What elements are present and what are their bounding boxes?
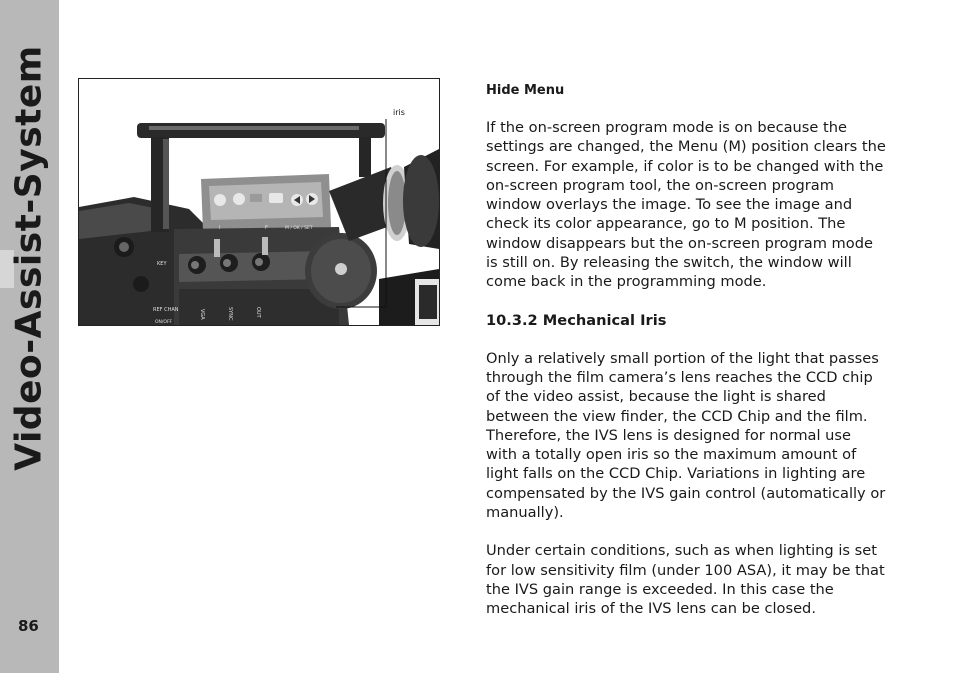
panel-label-key: KEY — [157, 261, 167, 267]
panel-label-i: I — [219, 225, 221, 231]
mechanical-iris-paragraph-1: Only a relatively small portion of the light that passes through the film camera’s lens reaches the CCD chip of the video assist, because the light is shared between the view finder, the CCD Chip and the film. Therefore, the IVS lens is designed for normal use with a totally open iris so the maximum amount of light falls on the CCD Chip. Variations in lighting are compensated by the IVS gain control (automatically or manually). — [486, 349, 886, 522]
panel-label-ref-chan: REF CHAN — [153, 307, 179, 313]
iris-callout-label: iris — [393, 108, 405, 117]
panel-label-m-ok-set: M / OK / SET — [285, 226, 313, 231]
text-column — [486, 82, 886, 619]
mechanical-iris-paragraph-2: Under certain conditions, such as when lighting is set for low sensitivity film (under 100 ASA), it may be that the IVS gain range is exceeded. In this case the mechanical iris of the IVS lens can be closed. — [486, 542, 885, 618]
section-heading: 10.3.2 Mechanical Iris — [486, 311, 667, 329]
hide-menu-paragraph: If the on-screen program mode is on because the settings are changed, the Menu (M) position clears the screen. For example, if color is to be changed with the on-screen program tool, the on-screen program window overlays the image. To see the image and check its color appearance, go to M position. The window disappears but the on-screen program mode is still on. By releasing the switch, the window will come back in the programming mode. — [486, 119, 886, 291]
panel-label-out: OUT — [255, 307, 261, 318]
panel-label-vga: VGA — [199, 309, 205, 320]
panel-label-f: F — [265, 225, 268, 231]
page-number: 86 — [18, 617, 39, 635]
sidebar — [0, 0, 59, 673]
panel-label-on-off: ON/OFF — [155, 320, 173, 325]
panel-label-sync: SYNC — [227, 307, 233, 321]
hide-menu-heading: Hide Menu — [486, 83, 565, 98]
sidebar-title: Video-Assist-System — [8, 45, 50, 471]
camera-photo — [78, 78, 440, 326]
